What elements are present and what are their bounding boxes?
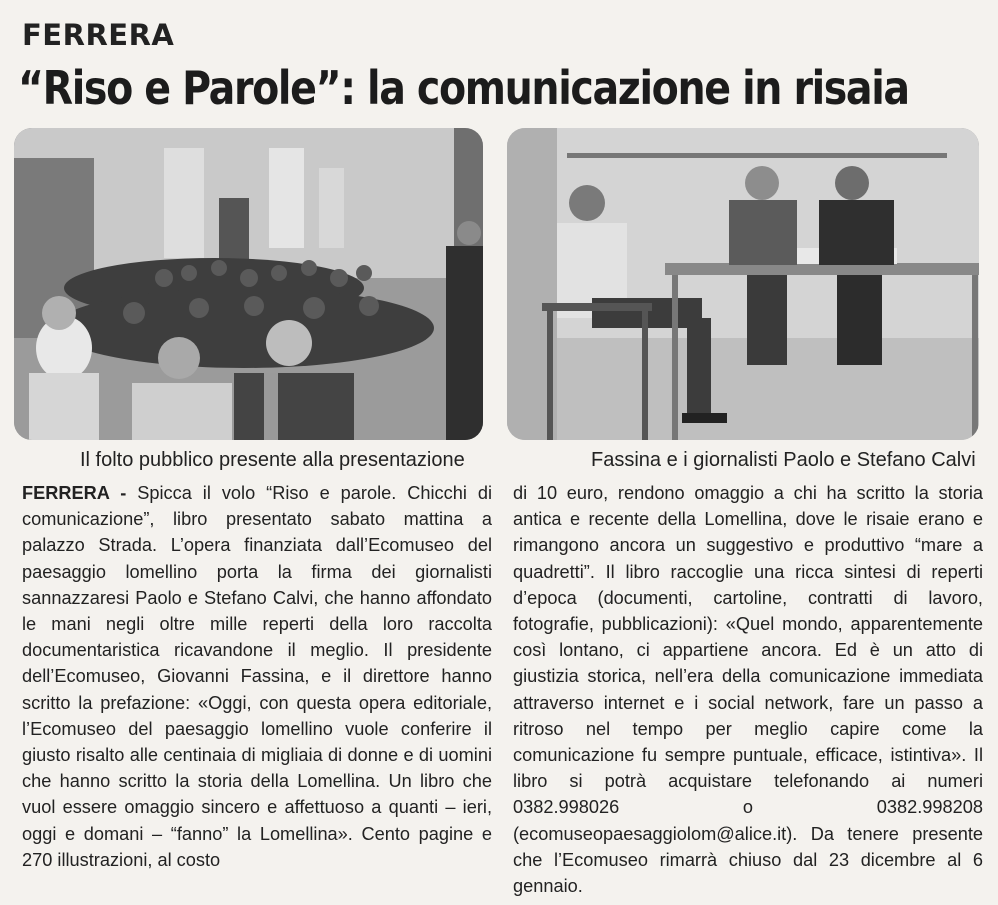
section-kicker: FERRERA	[22, 18, 175, 52]
paragraph-left	[22, 480, 492, 873]
dateline: FERRERA -	[22, 483, 127, 503]
photo-caption-right: Fassina e i giornalisti Paolo e Stefano Calvi	[591, 449, 976, 471]
body-text-left: Spicca il volo “Riso e parole. Chicchi di comunicazione”, libro presentato sabato mattina a palazzo Strada. L’opera finanziata dall’Ecomuseo del paesaggio lomellino porta la firma dei giornalisti sannazzaresi Paolo e Stefano Calvi, che hanno affondato le mani negli oltre mille reperti della loro raccolta documentaristica ricavandone il meglio. Il presidente dell’Ecomuseo, Giovanni Fassina, e il direttore hanno scritto la prefazione: «Oggi, con questa opera editoriale, l’Ecomuseo del paesaggio lomellino vuole conferire il giusto risalto alle centinaia di migliaia di donne e di uomini che hanno scritto la storia della Lomellina. Un libro che vuol essere omaggio sincero e affettuoso a quanti – ieri, oggi e domani – “fanno” la Lomellina». Cento pagine e 270 illustrazioni, al costo	[22, 483, 492, 870]
article-column-right	[513, 480, 983, 899]
photo-caption-left: Il folto pubblico presente alla presentazione	[80, 449, 465, 471]
body-text-right: di 10 euro, rendono omaggio a chi ha scritto la storia antica e recente della Lomellina, dove le risaie erano e rimangono ancora un suggestivo e produttivo “mare a quadretti”. Il libro raccoglie una ricca sintesi di reperti d’epoca (documenti, cartoline, contratti di lavoro, fotografie, pubblicazioni): «Quel mondo, apparentemente così lontano, ci appartiene ancora. Ed è un atto di giustizia storica, nell’era della comunicazione immediata attraverso internet e i social network, fare un passo a ritroso nel tempo per meglio capire come la comunicazione fu sempre puntuale, efficace, istintiva». Il libro si potrà acquistare telefonando ai numeri 0382.998026 o 0382.998208 (ecomuseopaesaggiolom@alice.it). Da tenere presente che l’Ecomuseo rimarrà chiuso dal 23 dicembre al 6 gennaio.	[513, 483, 983, 897]
article-column-left	[22, 480, 492, 873]
article-headline: “Riso e Parole”: la comunicazione in risaia	[18, 61, 909, 115]
speakers-photo	[507, 128, 979, 440]
audience-photo	[14, 128, 483, 440]
